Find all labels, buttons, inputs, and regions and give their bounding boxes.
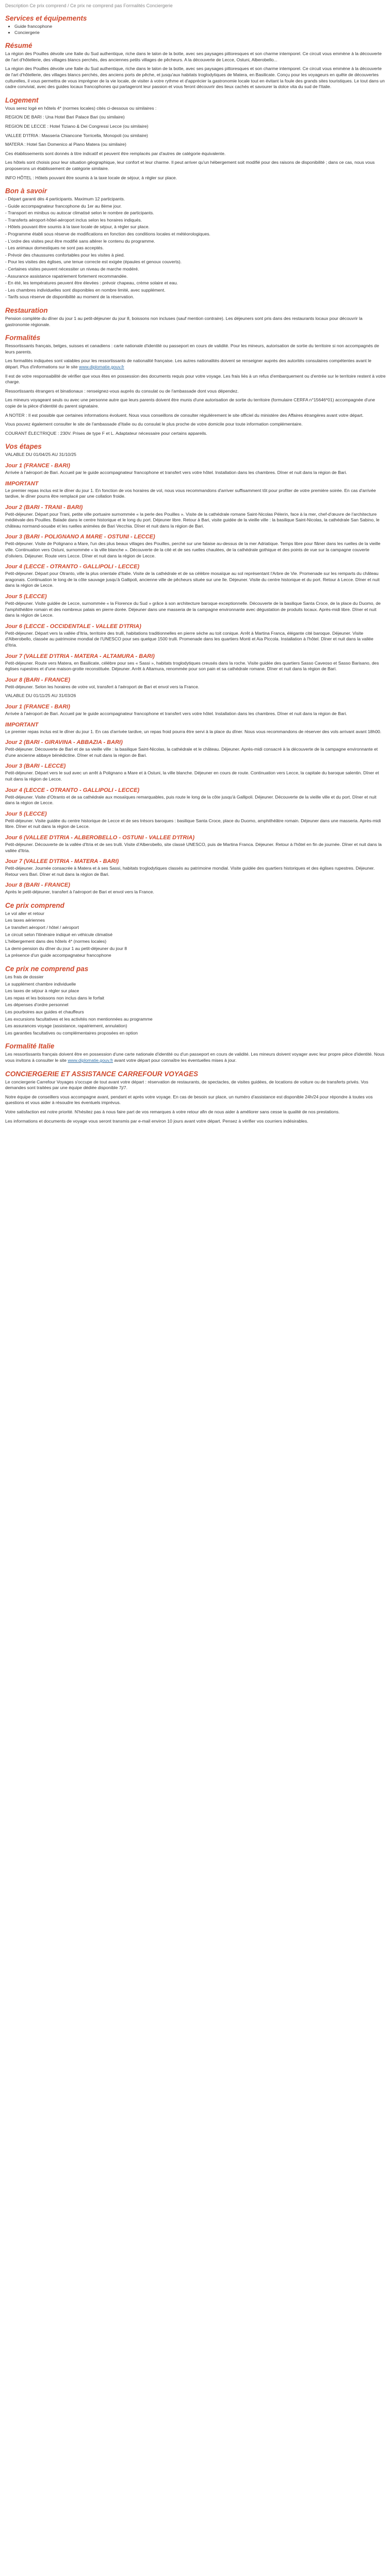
diplomatie-link[interactable]: www.diplomatie.gouv.fr	[79, 364, 124, 369]
services-list	[5, 24, 386, 36]
formalite-italie-title: Formalité Italie	[5, 1042, 55, 1050]
formalites-paragraph	[5, 358, 386, 370]
conciergerie-paragraph: Notre équipe de conseillers vous accompagne avant, pendant et après votre voyage. En cas de besoin sur place, un numéro d'assistance est disponible 24h/24 pour répondre à toutes vos questions et vous aider à résoudre les éventuels imprévus.	[5, 1094, 373, 1106]
formalites-text: Les formalités indiquées sont valables pour les ressortissants de nationalité française. Les autres nationalités doivent se renseigner auprès des autorités consulaires compétentes avant le départ. Plus d'informations sur le site	[5, 358, 371, 369]
list-item: Les repas et les boissons non inclus dans le forfait	[5, 995, 105, 1001]
list-item: La demi-pension du dîner du jour 1 au petit-déjeuner du jour 8	[5, 945, 127, 951]
day-title: IMPORTANT	[5, 721, 39, 728]
validite-label: VALABLE DU 01/11/25 AU 31/03/26	[5, 693, 76, 699]
list-item: - Tarifs sous réserve de disponibilité au moment de la réservation.	[5, 294, 135, 300]
resume-paragraph: La région des Pouilles dévoile une Italie du Sud authentique, riche dans le talon de la botte, avec ses paysages pittoresques et son charme intemporel. Ce circuit vous emmène à la découverte de l'art d'hôtellerie, des villages blancs perchés, des anciennes petits villages de pêcheurs. A la découverte de Lecce, Ostuni, Alberobello...	[5, 51, 382, 62]
day-description: Petit-déjeuner. Visite de Polignano a Mare, l'un des plus beaux villages des Pouilles, perché sur une falaise au-dessus de la mer Adriatique. Temps libre pour flâner dans les ruelles de la vieille ville. Continuation vers Ostuni, surnommée « la ville blanche ». Découverte de la cité et de ses ruelles chaulées, de la cathédrale gothique et des points de vue sur la campagne couverte d'oliviers. Déjeuner. Route vers Lecce. Dîner et nuit dans la région de Lecce.	[5, 541, 381, 558]
list-item: Le transfert aéroport / hôtel / aéroport	[5, 925, 79, 930]
day-description: Petit-déjeuner. Départ vers le sud avec un arrêt à Polignano a Mare et à Ostuni, la ville blanche. Déjeuner en cours de route. Continuation vers Lecce, la capitale du baroque salentin. Dîner et nuit dans la région de Lecce.	[5, 770, 379, 782]
formalite-italie-body: Les ressortissants français doivent être en possession d'une carte nationale d'identité ou d'un passeport en cours de validité. Les mineurs doivent voyager avec leur propre pièce d'identité. Nous vous invitons à consulter le site	[5, 1052, 385, 1063]
prix-comprend-list	[5, 911, 386, 959]
list-item: Le supplément chambre individuelle	[5, 981, 76, 987]
formalite-italie-text	[5, 1052, 386, 1063]
day-title: Jour 8 (BARI - FRANCE)	[5, 676, 70, 683]
day-description: Arrivée à l'aéroport de Bari. Accueil par le guide accompagnateur francophone et transfert vers votre hôtel. Installation dans les chambres. Dîner et nuit dans la région de Bari.	[5, 710, 347, 716]
hotel-item: MATERA : Hotel San Domenico al Piano Matera (ou similaire)	[5, 142, 126, 147]
resume-paragraph: La région des Pouilles dévoile une Italie du Sud authentique, riche dans le talon de la botte, avec ses paysages pittoresques et son charme intemporel. Ce circuit vous emmène à la découverte de l'art d'hôtellerie, des villages blancs perchés, des anciens ports de pêche, et jusqu'aux habitats troglodytiques de Matera, en Basilicate. Conçu pour les voyageurs en quête de découvertes culturelles, il vous permettra de vous imprégner de la vie locale, de visiter à votre rythme et d'apprécier la gastronomie locale tout en évitant la foule des grands sites touristiques. Le tout dans un cadre convivial, avec des guides locaux francophones qui partageront leur passion et vous feront découvrir des lieux cachés et savourer la dolce vita du sud de l'Italie.	[5, 66, 385, 90]
itinerary-a	[5, 463, 386, 690]
list-item: - Les animaux domestiques ne sont pas acceptés.	[5, 245, 104, 251]
list-item: - Transport en minibus ou autocar climatisé selon le nombre de participants.	[5, 210, 154, 216]
list-item: Les pourboires aux guides et chauffeurs	[5, 1009, 84, 1014]
day-description: Après le petit-déjeuner, transfert à l'aéroport de Bari et envol vers la France.	[5, 889, 154, 895]
day-description: Petit-déjeuner. Départ pour Otranto, ville la plus orientale d'Italie. Visite de la cathédrale et de sa célèbre mosaïque au sol représentant l'Arbre de Vie. Promenade sur les remparts du château aragonais. Continuation le long de la côte sauvage jusqu'à Gallipoli, ancienne ville de pêcheurs située sur une île. Déjeuner. Visite du centre historique et du port. Retour à Lecce. Dîner et nuit dans la région de Lecce.	[5, 571, 380, 588]
day-title: IMPORTANT	[5, 480, 39, 487]
prix-ne-comprend-title: Ce prix ne comprend pas	[5, 965, 89, 973]
list-item: Les excursions facultatives et les activités non mentionnées au programme	[5, 1016, 153, 1022]
list-item: L'hébergement dans des hôtels 4* (normes locales)	[5, 939, 107, 944]
day-description: Petit-déjeuner. Découverte de Bari et de sa vieille ville : la basilique Saint-Nicolas, la cathédrale et le château. Déjeuner. Après-midi consacré à la découverte de la campagne environnante et d'une ancienne abbaye bénédictine. Dîner et nuit dans la région de Bari.	[5, 747, 378, 758]
day-title: Jour 7 (VALLEE D'ITRIA - MATERA - ALTAMURA - BARI)	[5, 653, 155, 659]
formalites-paragraph: Les mineurs voyageant seuls ou avec une personne autre que leurs parents doivent être munis d'une autorisation de sortie du territoire (formulaire CERFA n°15646*01) accompagnée d'une copie de la pièce d'identité du parent signataire.	[5, 397, 376, 409]
list-item: Les taxes de séjour à régler sur place	[5, 988, 79, 994]
list-item: • Guide francophone	[14, 24, 386, 30]
day-description: Petit-déjeuner. Visite guidée du centre historique de Lecce et de ses trésors baroques : basilique Santa Croce, place du Duomo, amphithéâtre romain. Déjeuner dans une masseria. Après-midi libre. Dîner et nuit dans la région de Lecce.	[5, 818, 381, 829]
list-item: La présence d'un guide accompagnateur francophone	[5, 953, 111, 958]
list-item: Les taxes aériennes	[5, 918, 45, 923]
day-description: Petit-déjeuner. Découverte de la vallée d'Itria et de ses trulli. Visite d'Alberobello, site classé UNESCO, puis de Martina Franca. Déjeuner. Retour à l'hôtel en fin de journée. Dîner et nuit dans la vallée d'Itria.	[5, 841, 382, 853]
list-item: - Programme établi sous réserve de modifications en fonction des conditions locales et météorologiques.	[5, 231, 210, 237]
etapes-title: Vos étapes	[5, 443, 42, 451]
day-description: Arrivée à l'aéroport de Bari. Accueil par le guide accompagnateur francophone et transfert vers votre hôtel. Installation dans les chambres. Dîner et nuit dans la région de Bari.	[5, 469, 347, 475]
list-item: - Pour les visites des églises, une tenue correcte est exigée (épaules et genoux couverts).	[5, 259, 182, 265]
list-item: - Prévoir des chaussures confortables pour les visites à pied.	[5, 252, 125, 258]
day-title: Jour 1 (FRANCE - BARI)	[5, 462, 70, 469]
restauration-title: Restauration	[5, 307, 48, 314]
day-description: Petit-déjeuner. Selon les horaires de votre vol, transfert à l'aéroport de Bari et envol vers la France.	[5, 684, 200, 689]
conciergerie-title: CONCIERGERIE ET ASSISTANCE CARREFOUR VOYAGES	[5, 1070, 199, 1078]
logement-info: INFO HÔTEL : Hôtels pouvant être soumis à la taxe locale de séjour, à régler sur place.	[5, 175, 177, 180]
list-item: - Certaines visites peuvent nécessiter un niveau de marche modéré.	[5, 266, 139, 272]
day-title: Jour 1 (FRANCE - BARI)	[5, 703, 70, 710]
day-description: Petit-déjeuner. Départ pour Trani, petite ville portuaire surnommée « la perle des Pouilles ». Visite de la cathédrale romane Saint-Nicolas Pèlerin, face à la mer, chef-d'œuvre de l'architecture médiévale des Pouilles. Balade dans le centre historique et le long du port. Déjeuner libre. Retour à Bari, visite guidée de la vieille ville : la basilique Saint-Nicolas, la cathédrale San Sabino, le château normand-souabe et les ruelles animées de Bari Vecchia. Dîner et nuit dans la région de Bari.	[5, 511, 380, 529]
list-item: • Conciergerie	[14, 30, 386, 36]
day-title: Jour 4 (LECCE - OTRANTO - GALLIPOLI - LECCE)	[5, 787, 140, 793]
day-description: Petit-déjeuner. Journée consacrée à Matera et à ses Sassi, habitats troglodytiques classés au patrimoine mondial. Visite guidée des quartiers historiques et des églises rupestres. Déjeuner. Retour vers Bari. Dîner et nuit dans la région de Bari.	[5, 866, 375, 877]
breadcrumb: Description Ce prix comprend / Ce prix ne comprend pas Formalités Conciergerie	[5, 3, 173, 8]
conciergerie-paragraph: Les informations et documents de voyage vous seront transmis par e-mail environ 10 jours avant votre départ. Pensez à vérifier vos courriers indésirables.	[5, 1118, 308, 1124]
list-item: Les dépenses d'ordre personnel	[5, 1002, 69, 1008]
day-description: Le premier repas inclus est le dîner du jour 1. En cas d'arrivée tardive, un repas froid pourra être servi à la place du dîner. Nous vous recommandons de réserver des vols arrivant avant 18h00.	[5, 728, 382, 734]
day-title: Jour 8 (BARI - FRANCE)	[5, 882, 70, 889]
day-title: Jour 7 (VALLEE D'ITRIA - MATERA - BARI)	[5, 858, 119, 865]
list-item: Le vol aller et retour	[5, 910, 44, 916]
itinerary-b	[5, 704, 386, 895]
list-item: - Hôtels pouvant être soumis à la taxe locale de séjour, à régler sur place.	[5, 224, 150, 230]
list-item: - Départ garanti dès 4 participants. Maximum 12 participants.	[5, 196, 125, 202]
logement-note: Les hôtels sont choisis pour leur situation géographique, leur confort et leur charme. Il peut arriver qu'un hébergement soit modifié pour des raisons de disponibilité ; dans ce cas, nous vous proposerons un établissement de catégorie similaire.	[5, 160, 375, 171]
list-item: - Guide accompagnateur francophone du 1er au 8ème jour.	[5, 203, 122, 209]
formalites-paragraph: Il est de votre responsabilité de vérifier que vous êtes en possession des documents requis pour votre voyage. Les frais liés à un refus d'embarquement ou d'entrée sur le territoire restent à votre charge.	[5, 373, 386, 385]
day-title: Jour 4 (LECCE - OTRANTO - GALLIPOLI - LECCE)	[5, 564, 140, 570]
formalites-title: Formalités	[5, 334, 41, 342]
day-title: Jour 6 (VALLEE D'ITRIA - ALBEROBELLO - OSTUNI - VALLEE D'ITRIA)	[5, 834, 195, 841]
list-item: Les assurances voyage (assistance, rapatriement, annulation)	[5, 1023, 127, 1029]
conciergerie-paragraph: Le conciergerie Carrefour Voyages s'occupe de tout avant votre départ : réservation de restaurants, de spectacles, de visites guidées, de locations de voiture ou de transferts privés. Vos demandes sont traitées par une équipe dédiée disponible 7j/7.	[5, 1079, 368, 1091]
day-title: Jour 5 (LECCE)	[5, 810, 47, 817]
list-item: - Assurance assistance rapatriement fortement recommandée.	[5, 273, 128, 279]
day-title: Jour 3 (BARI - LECCE)	[5, 763, 66, 770]
resume-title: Résumé	[5, 42, 32, 50]
page	[0, 0, 391, 1138]
restauration-text: Pension complète du dîner du jour 1 au petit-déjeuner du jour 8, boissons non incluses (sauf mention contraire). Les déjeuners sont pris dans des restaurants locaux pour découvrir la gastronomie régionale.	[5, 316, 363, 327]
day-description: Petit-déjeuner. Visite d'Otranto et de sa cathédrale aux mosaïques remarquables, puis route le long de la côte jusqu'à Gallipoli. Déjeuner. Découverte de la vieille ville et du port. Dîner et nuit dans la région de Lecce.	[5, 794, 377, 806]
day-title: Jour 5 (LECCE)	[5, 594, 47, 600]
diplomatie-link[interactable]: www.diplomatie.gouv.fr	[68, 1057, 113, 1063]
formalites-paragraph: COURANT ÉLECTRIQUE : 230V. Prises de type F et L. Adaptateur nécessaire pour certains appareils.	[5, 430, 207, 436]
day-description: Le premier repas inclus est le dîner du jour 1. En fonction de vos horaires de vol, nous vous recommandons d'arriver suffisamment tôt pour profiter de votre première soirée. En cas d'arrivée tardive, le dîner pourra être remplacé par une collation froide.	[5, 487, 376, 499]
conciergerie-paragraph: Votre satisfaction est notre priorité. N'hésitez pas à nous faire part de vos remarques à votre retour afin de nous aider à améliorer sans cesse la qualité de nos prestations.	[5, 1109, 340, 1114]
list-item: Les garanties facultatives ou complémentaires proposées en option	[5, 1030, 138, 1036]
formalites-paragraph: Ressortissants étrangers et binationaux : renseignez-vous auprès du consulat ou de l'ambassade dont vous dépendez.	[5, 388, 239, 394]
prix-comprend-title: Ce prix comprend	[5, 901, 64, 909]
formalite-italie-tail: avant votre départ pour connaître les éventuelles mises à jour.	[114, 1057, 237, 1063]
day-description: Petit-déjeuner. Visite guidée de Lecce, surnommée « la Florence du Sud » grâce à son architecture baroque exceptionnelle. Découverte de la basilique Santa Croce, de la place du Duomo, de l'amphithéâtre romain et des nombreux palais en pierre dorée. Déjeuner dans une masseria de la campagne environnante avec dégustation de produits locaux. Après-midi libre. Dîner et nuit dans la région de Lecce.	[5, 601, 381, 618]
services-title: Services et équipements	[5, 14, 87, 22]
logement-intro: Vous serez logé en hôtels 4* (normes locales) cités ci-dessous ou similaires :	[5, 105, 157, 111]
logement-title: Logement	[5, 96, 39, 104]
bon-a-savoir-list	[5, 196, 386, 300]
day-title: Jour 2 (BARI - GIRAVINA - ABBAZIA - BARI)	[5, 739, 123, 746]
bon-a-savoir-title: Bon à savoir	[5, 187, 47, 195]
list-item: - Les chambres individuelles sont disponibles en nombre limité, avec supplément.	[5, 287, 166, 293]
day-title: Jour 3 (BARI - POLIGNANO A MARE - OSTUNI - LECCE)	[5, 534, 155, 540]
hotel-item: VALLEE D'ITRIA : Masseria Chiancone Torricella, Monopoli (ou similaire)	[5, 132, 148, 138]
day-title: Jour 6 (LECCE - OCCIDENTALE - VALLEE D'ITRIA)	[5, 623, 141, 630]
formalites-paragraph: A NOTER : Il est possible que certaines informations évoluent. Nous vous conseillons de consulter régulièrement le site officiel du ministère des Affaires étrangères avant votre départ.	[5, 412, 364, 418]
list-item: Le circuit selon l'itinéraire indiqué en véhicule climatisé	[5, 931, 112, 937]
hotel-item: REGION DE BARI : Una Hotel Bari Palace Bari (ou similaire)	[5, 114, 125, 120]
logement-note: Ces établissements sont donnés à titre indicatif et peuvent être remplacés par d'autres de catégorie équivalente.	[5, 150, 226, 156]
prix-ne-comprend-list	[5, 974, 386, 1036]
list-item: - L'ordre des visites peut être modifié sans altérer le contenu du programme.	[5, 238, 155, 244]
list-item: - Transferts aéroport-hôtel-aéroport inclus selon les horaires indiqués.	[5, 217, 142, 223]
formalites-paragraph: Ressortissants français, belges, suisses et canadiens : carte nationale d'identité ou passeport en cours de validité. Pour les mineurs, autorisation de sortie du territoire si non accompagnés de leurs parents.	[5, 343, 379, 354]
list-item: - En été, les températures peuvent être élevées : prévoir chapeau, crème solaire et eau.	[5, 280, 178, 286]
list-item: Les frais de dossier	[5, 974, 44, 980]
validite-label: VALABLE DU 01/04/25 AU 31/10/25	[5, 452, 76, 457]
formalites-paragraph: Vous pouvez également consulter le site de l'ambassade d'Italie ou du consulat le plus proche de votre domicile pour toute information complémentaire.	[5, 421, 303, 427]
hotel-item: REGION DE LECCE : Hotel Tiziano & Dei Congressi Lecce (ou similaire)	[5, 123, 149, 129]
day-description: Petit-déjeuner. Route vers Matera, en Basilicate, célèbre pour ses « Sassi », habitats troglodytiques creusés dans la roche. Visite guidée des quartiers Sasso Caveoso et Sasso Barisano, des églises rupestres et d'une maison-grotte reconstituée. Déjeuner. Arrêt à Altamura, renommée pour son pain et sa cathédrale romane. Dîner et nuit dans la région de Bari.	[5, 660, 379, 672]
day-description: Petit-déjeuner. Départ vers la vallée d'Itria, territoire des trulli, habitations traditionnelles en pierre sèche au toit conique. Arrêt à Martina Franca, élégante cité baroque. Déjeuner. Visite d'Alberobello, classée au patrimoine mondial de l'UNESCO pour ses quelque 1500 trulli. Promenade dans les quartiers Monti et Aia Piccola. Installation à l'hôtel. Dîner et nuit dans la vallée d'Itria.	[5, 630, 373, 648]
day-title: Jour 2 (BARI - TRANI - BARI)	[5, 504, 83, 511]
